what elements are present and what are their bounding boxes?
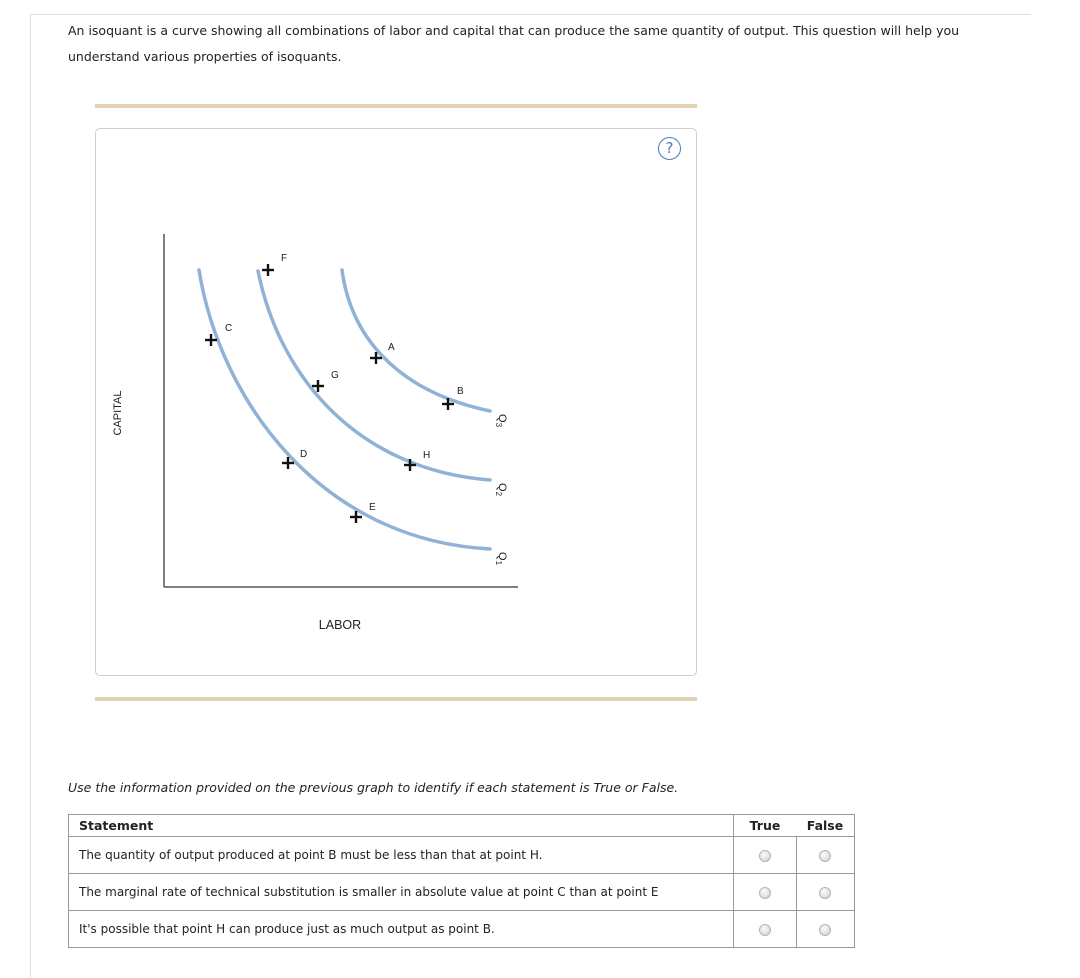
statement-table [68,814,855,948]
isoquant-curve-q1 [199,270,490,549]
point-label-e: E [369,502,376,513]
instruction-text: Use the information provided on the previous graph to identify if each statement is True or False. [68,780,679,795]
help-icon[interactable]: ? [658,137,681,160]
point-label-d: D [300,449,308,460]
table-row [69,911,855,948]
point-label-a: A [388,342,395,353]
table-row [69,874,855,911]
true-radio[interactable] [759,850,771,862]
point-label-c: C [225,323,233,334]
true-radio[interactable] [759,887,771,899]
false-header: False [796,815,855,837]
point-label-f: F [281,253,288,264]
statement-text: The marginal rate of technical substitution is smaller in absolute value at point C than at point E [69,874,734,911]
x-axis-label: LABOR [318,618,362,632]
statement-header: Statement [69,815,734,837]
statement-text: It's possible that point H can produce just as much output as point B. [69,911,734,948]
point-label-g: G [331,370,339,381]
intro-text: An isoquant is a curve showing all combinations of labor and capital that can produce the same quantity of output. This question will help you understand various properties of isoquants. [68,23,960,64]
curve-label-q3: $Q_3$ [494,414,508,428]
table-header-row [69,815,855,837]
false-radio[interactable] [819,850,831,862]
bottom-divider [95,697,697,701]
true-radio[interactable] [759,924,771,936]
curve-label-q2: $Q_2$ [494,483,508,497]
false-radio[interactable] [819,924,831,936]
point-label-h: H [423,450,431,461]
curve-label-q1: $Q_1$ [494,552,508,566]
isoquant-curve-q2 [258,271,490,480]
true-header: True [734,815,797,837]
isoquant-curve-q3 [342,270,490,411]
statement-text: The quantity of output produced at point B must be less than that at point H. [69,837,734,874]
y-axis-label: CAPITAL [112,390,124,436]
point-label-b: B [457,386,464,397]
point-marker-f [262,264,274,276]
false-radio[interactable] [819,887,831,899]
table-row [69,837,855,874]
